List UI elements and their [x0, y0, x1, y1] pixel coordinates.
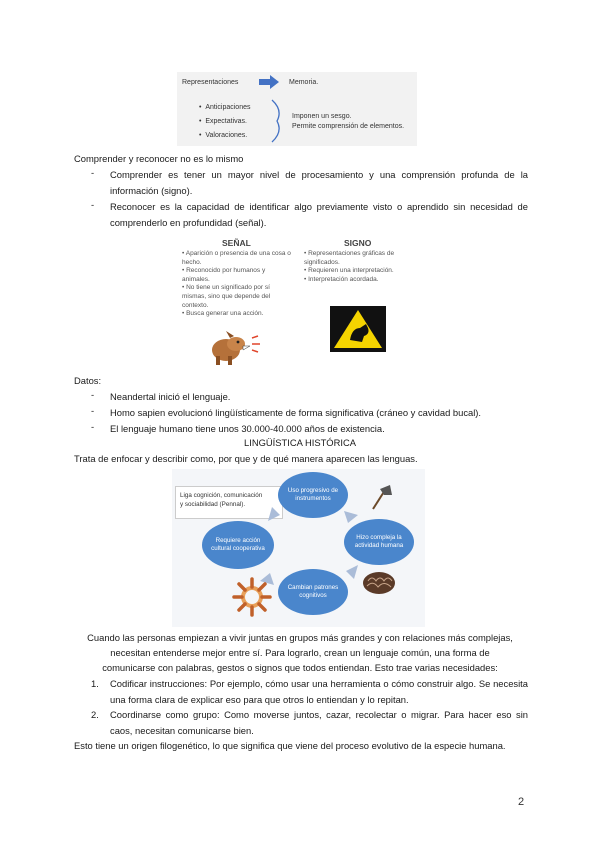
senal-title: SEÑAL — [222, 238, 251, 248]
numbered-item: Codificar instrucciones: Por ejemplo, cómo usar una herramienta o cómo construir algo. Se necesita una forma clara de explicar eso para que otros lo entiendan y lo repitan. — [110, 678, 528, 705]
list-item-text: Representaciones gráficas de significados. — [304, 250, 395, 266]
representations-label: Representaciones — [182, 79, 239, 86]
quote-line: y sociabilidad (Pennal). — [180, 501, 246, 508]
circle-cognitive-patterns: Cambian patrones cognitivos — [278, 569, 348, 615]
dog-icon — [206, 330, 262, 366]
cycle-arrow-icon — [344, 511, 358, 523]
list-item: • Interpretación acordada. — [304, 275, 379, 283]
data-item: Homo sapien evolucionó lingüísticamente de forma significativa (cráneo y cavidad bucal). — [110, 407, 482, 418]
list-item: • Reconocido por humanos y animales. — [182, 267, 266, 283]
dash-bullet: - — [91, 389, 95, 400]
bullet-anticipations: • Anticipaciones — [199, 104, 251, 111]
circle-cooperative-action: Requiere acción cultural cooperativa — [202, 521, 274, 569]
bullet-text: Anticipaciones — [205, 104, 251, 111]
list-item: • Requieren una interpretación. — [304, 267, 394, 275]
list-number: 2. — [91, 709, 99, 720]
data-item: Neandertal inició el lenguaje. — [110, 391, 231, 402]
axe-icon — [368, 483, 392, 511]
list-item: • Representaciones gráficas de significados. — [304, 250, 395, 266]
list-item-text: Aparición o presencia de una cosa o hecho. — [182, 250, 291, 266]
quote-box — [175, 486, 283, 519]
data-item: El lenguaje humano tiene unos 30.000-40.000 años de existencia. — [110, 423, 385, 434]
list-item: • No tiene un significado por sí mismas, sino que depende del contexto. — [182, 284, 271, 309]
section-heading-comprender: Comprender y reconocer no es lo mismo — [74, 153, 244, 164]
circle-tool-use: Uso progresivo de instrumentos — [278, 472, 348, 518]
linguistica-intro: Trata de enfocar y describir como, por que y de qué manera aparecen las lenguas. — [74, 453, 418, 464]
closing-paragraph: Esto tiene un origen filogenético, lo que significa que viene del proceso evolutivo de la especie humana. — [74, 740, 506, 751]
bullet-expectations: • Expectativas. — [199, 118, 247, 125]
brace-icon — [269, 98, 285, 144]
reconocer-item: Reconocer es la capacidad de identificar algo previamente visto o aprendido sin necesidad de comprenderlo en profundidad (señal). — [110, 201, 528, 228]
dash-bullet: - — [91, 167, 95, 178]
signo-title: SIGNO — [344, 238, 372, 248]
list-item-text: Requieren una interpretación. — [308, 267, 394, 275]
bullet-valuations: • Valoraciones. — [199, 132, 248, 139]
memory-label: Memoria. — [289, 79, 319, 86]
senal-signo-figure — [180, 236, 418, 366]
quote-line: Liga cognición, comunicación — [180, 492, 263, 499]
arrow-right-icon — [259, 75, 279, 89]
list-item: • Busca generar una acción. — [182, 310, 264, 318]
section-title-linguistica: LINGÜÍSTICA HISTÓRICA — [244, 437, 356, 448]
numbered-item: Coordinarse como grupo: Como moverse juntos, cazar, recolectar o migrar. Para hacer eso sin caos, necesitan comunicarse bien. — [110, 709, 528, 736]
list-item: • Aparición o presencia de una cosa o hecho. — [182, 250, 291, 266]
dash-bullet: - — [91, 199, 95, 210]
representations-figure — [177, 72, 417, 146]
effect-bias: Imponen un sesgo. — [292, 113, 352, 120]
section-heading-datos: Datos: — [74, 375, 102, 386]
bullet-text: Valoraciones. — [205, 132, 248, 139]
brain-icon — [362, 571, 396, 595]
cycle-arrow-icon — [346, 565, 358, 579]
list-item-text: Interpretación acordada. — [308, 275, 379, 283]
paragraph-line: necesitan entenderse mejor entre sí. Para lograrlo, crean un lenguaje común, una forma de — [110, 647, 490, 658]
bullet-text: Expectativas. — [205, 118, 247, 125]
effect-comprehension: Permite comprensión de elementos. — [292, 123, 405, 130]
warning-sign-icon — [330, 306, 386, 352]
signo-list — [304, 250, 416, 284]
paragraph-line: Cuando las personas empiezan a vivir juntas en grupos más grandes y con relaciones más complejas, — [87, 632, 513, 643]
paragraph-line: comunicarse con palabras, gestos o signos que todos entiendan. Esto trae varias necesidades: — [102, 662, 498, 673]
circle-complex-activity: Hizo compleja la actividad humana — [344, 519, 414, 565]
list-number: 1. — [91, 678, 99, 689]
senal-list — [182, 250, 294, 319]
list-item-text: Reconocido por humanos y animales. — [182, 267, 266, 283]
list-item-text: No tiene un significado por sí mismas, sino que depende del contexto. — [182, 284, 271, 309]
hands-icon — [232, 577, 272, 617]
dash-bullet: - — [91, 421, 95, 432]
comprender-item: Comprender es tener un mayor nivel de procesamiento y una comprensión profunda de la información (signo). — [110, 169, 528, 196]
list-item-text: Busca generar una acción. — [186, 310, 264, 318]
page-number: 2 — [518, 796, 525, 808]
cycle-arrow-icon — [268, 507, 280, 521]
linguistic-cycle-figure — [172, 469, 425, 627]
dash-bullet: - — [91, 405, 95, 416]
